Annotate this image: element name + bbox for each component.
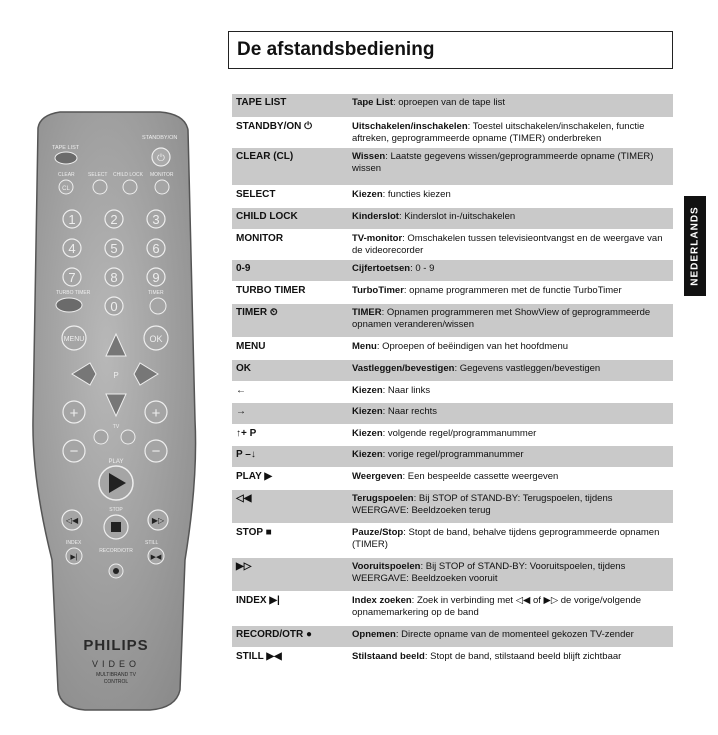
row-key: RECORD/OTR ● <box>236 629 313 640</box>
row-term: TV-monitor <box>352 233 403 244</box>
row-text: : Naar rechts <box>382 406 438 417</box>
row-description <box>348 186 673 207</box>
digit-8-label: 8 <box>110 270 118 285</box>
row-description <box>348 382 673 402</box>
tv-label: TV <box>112 424 120 430</box>
table-row <box>232 360 673 382</box>
table-row <box>232 148 673 186</box>
table-row <box>232 282 673 304</box>
row-text: : Gegevens vastleggen/bevestigen <box>454 363 601 374</box>
page-title-box <box>228 31 673 69</box>
table-row <box>232 524 673 558</box>
row-text: : Opnamen programmeren met ShowView of geprogrammeerde opnamen veranderen/wissen <box>352 307 651 330</box>
timer-button[interactable] <box>150 298 166 314</box>
table-row <box>232 425 673 446</box>
digit-9-label: 9 <box>152 270 160 285</box>
row-key: CLEAR (CL) <box>236 151 294 162</box>
row-term: Index zoeken <box>352 595 412 606</box>
clear-label: CLEAR <box>58 172 75 178</box>
row-text: : volgende regel/programmanummer <box>382 428 537 439</box>
row-term: Vastleggen/bevestigen <box>352 363 455 374</box>
child-lock-label: CHILD LOCK <box>113 172 144 178</box>
table-row <box>232 94 673 118</box>
stop-label: STOP <box>109 507 123 513</box>
row-term: Uitschakelen/inschakelen <box>352 121 468 132</box>
index-label: INDEX <box>66 540 82 546</box>
row-term: Stilstaand beeld <box>352 651 425 662</box>
timer-label: TIMER <box>148 290 164 296</box>
row-text: : Bij STOP of STAND-BY: Vooruitspoelen, tijdens WEERGAVE: Beeldzoeken vooruit <box>352 561 626 584</box>
mute-button[interactable] <box>94 430 108 444</box>
row-text: : Stopt de band, stilstaand beeld blijft zichtbaar <box>424 651 622 662</box>
row-key: ◁◀ <box>236 493 252 504</box>
button-function-table <box>232 94 673 670</box>
row-description <box>348 360 673 381</box>
row-description <box>348 468 673 489</box>
row-term: Kinderslot <box>352 211 399 222</box>
table-row <box>232 592 673 626</box>
row-key: PLAY ▶ <box>236 471 273 482</box>
row-key: TURBO TIMER <box>236 285 306 296</box>
table-row <box>232 382 673 403</box>
row-term: TurboTimer <box>352 285 404 296</box>
row-term: Vooruitspoelen <box>352 561 421 572</box>
row-text: : Laatste gegevens wissen/geprogrammeerde opname (TIMER) wissen <box>352 151 654 174</box>
row-text: : Oproepen of beëindigen van het hoofdmenu <box>376 341 569 352</box>
row-term: Opnemen <box>352 629 396 640</box>
table-row <box>232 468 673 490</box>
still-icon: ▶◀ <box>150 554 162 561</box>
row-key: STANDBY/ON ⏻ <box>236 121 313 132</box>
digit-5-label: 5 <box>110 241 118 256</box>
row-text: : vorige regel/programmanummer <box>382 449 524 460</box>
row-key: STILL ▶◀ <box>236 651 282 662</box>
still-label: STILL <box>145 540 159 546</box>
standby-label: STANDBY/ON <box>142 135 178 141</box>
row-text: : Stopt de band, behalve tijdens geprogrammeerde opnamen (TIMER) <box>352 527 660 550</box>
row-description <box>348 118 673 147</box>
row-description <box>348 148 673 185</box>
row-term: Kiezen <box>352 428 383 439</box>
cl-label: CL <box>62 186 70 192</box>
select-button[interactable] <box>93 180 107 194</box>
language-tab-label: NEDERLANDS <box>689 206 701 286</box>
row-term: Weergeven <box>352 471 403 482</box>
row-key: STOP ■ <box>236 527 272 538</box>
row-text: : Naar links <box>382 385 431 396</box>
table-row <box>232 208 673 230</box>
select-label: SELECT <box>88 172 108 178</box>
row-description <box>348 490 673 523</box>
p-label: P <box>113 371 119 380</box>
row-key: P –↓ <box>236 449 256 460</box>
video-label: VIDEO <box>91 659 141 669</box>
tape-list-label: TAPE LIST <box>52 145 80 151</box>
multibrand-label: MULTIBRAND TV <box>96 672 136 678</box>
control-label: CONTROL <box>103 679 129 685</box>
row-key: SELECT <box>236 189 276 200</box>
play-label: PLAY <box>108 459 124 465</box>
row-description <box>348 403 673 424</box>
digit-keypad <box>63 210 165 286</box>
monitor-label: MONITOR <box>150 172 174 178</box>
row-term: Kiezen <box>352 406 383 417</box>
turbo-timer-button[interactable] <box>56 298 82 312</box>
plus-icon: + <box>69 405 79 422</box>
record-icon <box>113 568 119 574</box>
row-text: : Kinderslot in-/uitschakelen <box>398 211 516 222</box>
row-description <box>348 260 673 281</box>
row-key: OK <box>236 363 251 374</box>
row-description <box>348 592 673 625</box>
record-otr-label: RECORD/OTR <box>99 548 133 554</box>
row-term: Wissen <box>352 151 386 162</box>
row-description <box>348 94 673 117</box>
digit-4-label: 4 <box>68 241 76 256</box>
table-row <box>232 490 673 524</box>
table-row <box>232 648 673 670</box>
row-text: : Zoek in verbinding met ◁◀ of ▶▷ de vorige/volgende opnamemarkering op de band <box>352 595 642 618</box>
table-row <box>232 626 673 648</box>
row-text: : Bij STOP of STAND-BY: Terugspoelen, tijdens WEERGAVE: Beeldzoeken terug <box>352 493 613 516</box>
row-description <box>348 230 673 259</box>
row-text: : Omschakelen tussen televisieontvangst en de weergave van de videorecorder <box>352 233 663 256</box>
row-text: : functies kiezen <box>382 189 451 200</box>
ok-label: OK <box>149 334 163 344</box>
minus-icon: − <box>69 443 79 460</box>
page-title: De afstandsbediening <box>237 39 435 60</box>
row-term: Tape List <box>352 97 393 108</box>
row-term: Cijfertoetsen <box>352 263 411 274</box>
language-side-tab <box>684 196 706 296</box>
row-description <box>348 282 673 303</box>
row-term: Menu <box>352 341 377 352</box>
table-row <box>232 446 673 468</box>
plus-icon: + <box>151 405 161 422</box>
row-description <box>348 304 673 337</box>
row-term: TIMER <box>352 307 382 318</box>
child-lock-button[interactable] <box>123 180 137 194</box>
digit-0-label: 0 <box>110 299 118 314</box>
digit-3-label: 3 <box>152 212 160 227</box>
power-icon: ⏻ <box>157 153 165 164</box>
row-key: 0-9 <box>236 263 251 274</box>
table-row <box>232 186 673 208</box>
digit-1-label: 1 <box>68 212 76 227</box>
row-text: : 0 - 9 <box>410 263 435 274</box>
row-key: ▶▷ <box>236 561 252 572</box>
remote-control-illustration <box>0 0 225 735</box>
digit-6-label: 6 <box>152 241 160 256</box>
stop-icon <box>111 522 121 532</box>
menu-label: MENU <box>63 336 85 343</box>
table-row <box>232 118 673 148</box>
turbo-timer-label: TURBO TIMER <box>56 290 91 296</box>
row-key: TAPE LIST <box>236 97 287 108</box>
row-text: : oproepen van de tape list <box>393 97 505 108</box>
row-description <box>348 648 673 669</box>
row-key: CHILD LOCK <box>236 211 298 222</box>
row-term: Kiezen <box>352 449 383 460</box>
row-term: Terugspoelen <box>352 493 414 504</box>
row-key: MENU <box>236 341 266 352</box>
row-key: → <box>236 406 246 417</box>
monitor-button[interactable] <box>155 180 169 194</box>
row-text: : opname programmeren met de functie TurboTimer <box>403 285 622 296</box>
row-term: Pauze/Stop <box>352 527 404 538</box>
digit-7-label: 7 <box>68 270 76 285</box>
row-key: INDEX ▶| <box>236 595 280 606</box>
row-description <box>348 558 673 591</box>
table-row <box>232 230 673 260</box>
row-description <box>348 524 673 557</box>
row-key: ↑+ P <box>236 428 257 439</box>
row-description <box>348 626 673 647</box>
row-key: TIMER ⏲ <box>236 307 278 318</box>
row-text: : Een bespeelde cassette weergeven <box>402 471 559 482</box>
rewind-icon: ◁◀ <box>65 516 79 525</box>
table-row <box>232 558 673 592</box>
table-row <box>232 338 673 360</box>
minus-icon: − <box>151 443 161 460</box>
row-text: : Directe opname van de momenteel gekozen TV-zender <box>395 629 634 640</box>
table-row <box>232 304 673 338</box>
row-description <box>348 338 673 359</box>
digit-2-label: 2 <box>110 212 118 227</box>
row-key: MONITOR <box>236 233 284 244</box>
row-term: Kiezen <box>352 385 383 396</box>
philips-logo: PHILIPS <box>83 637 149 654</box>
table-row <box>232 403 673 425</box>
row-key: ← <box>236 385 246 396</box>
row-description <box>348 425 673 445</box>
table-row <box>232 260 673 282</box>
row-text: : Toestel uitschakelen/inschakelen, functie aftreken, geprogrammeerde opname (TIMER) onderbreken <box>352 121 645 144</box>
row-description <box>348 208 673 229</box>
row-term: Kiezen <box>352 189 383 200</box>
row-description <box>348 446 673 467</box>
index-icon: ▶| <box>70 554 78 561</box>
tape-list-button[interactable] <box>55 152 77 164</box>
tv-power-button[interactable] <box>121 430 135 444</box>
fast-forward-icon: ▶▷ <box>151 516 165 525</box>
